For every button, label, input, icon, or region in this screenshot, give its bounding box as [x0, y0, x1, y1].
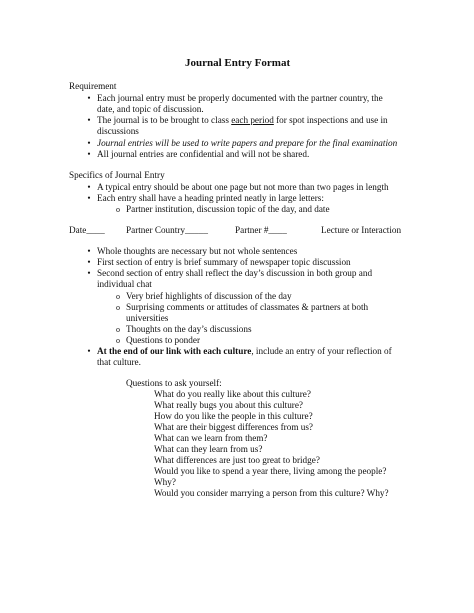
bullet-icon: •: [87, 138, 91, 148]
requirement-item-1-line-2: date, and topic of discussion.: [97, 104, 204, 114]
questions-heading: Questions to ask yourself:: [126, 378, 222, 388]
specifics-item-2: Each entry shall have a heading printed neatly in large letters:: [97, 193, 324, 203]
question-item: What really bugs you about this culture?: [154, 400, 304, 410]
guideline-subitem-1: Very brief highlights of discussion of the day: [126, 291, 292, 301]
guideline-item-4-line-1: [97, 346, 392, 357]
question-item: How do you like the people in this culture?: [154, 411, 313, 421]
specifics-item-1: A typical entry should be about one page but not more than two pages in length: [97, 182, 389, 192]
question-item: What are their biggest differences from us?: [154, 422, 314, 432]
text-run: , include an entry of your reflection of: [251, 346, 392, 356]
sub-bullet-icon: o: [116, 336, 120, 345]
underlined-text: each period: [231, 115, 274, 125]
requirement-item-1-line-1: Each journal entry must be properly documented with the partner country, the: [97, 93, 383, 103]
question-item: What can they learn from us?: [154, 444, 263, 454]
section-heading-specifics: Specifics of Journal Entry: [69, 170, 165, 180]
guideline-item-4-line-2: that culture.: [97, 357, 141, 367]
question-item: Would you consider marrying a person from this culture? Why?: [154, 488, 389, 498]
requirement-item-4: All journal entries are confidential and will not be shared.: [97, 149, 310, 159]
requirement-item-3: Journal entries will be used to write papers and prepare for the final examination: [97, 138, 398, 148]
guideline-subitem-2-line-1: Surprising comments or attitudes of classmates & partners at both: [126, 302, 369, 312]
section-heading-requirement: Requirement: [69, 81, 117, 91]
bullet-icon: •: [87, 246, 91, 256]
sub-bullet-icon: o: [116, 205, 120, 214]
bullet-icon: •: [87, 182, 91, 192]
heading-partner-country: Partner Country_____: [126, 225, 208, 235]
sub-bullet-icon: o: [116, 325, 120, 334]
guideline-item-3-line-2: individual chat: [97, 279, 152, 289]
guideline-item-3-line-1: Second section of entry shall reflect the day’s discussion in both group and: [97, 268, 373, 278]
sub-bullet-icon: o: [116, 292, 120, 301]
guideline-subitem-2-line-2: universities: [126, 313, 169, 323]
question-item: What can we learn from them?: [154, 433, 268, 443]
page-title: Journal Entry Format: [185, 57, 291, 69]
guideline-item-2: First section of entry is brief summary of newspaper topic discussion: [97, 257, 351, 267]
question-item: What do you really like about this culture?: [154, 389, 311, 399]
bullet-icon: •: [87, 346, 91, 356]
bullet-icon: •: [87, 268, 91, 278]
bold-text: At the end of our link with each culture: [97, 346, 252, 356]
heading-date: Date____: [69, 225, 105, 235]
question-item: Why?: [154, 477, 176, 487]
guideline-item-1: Whole thoughts are necessary but not whole sentences: [97, 246, 298, 256]
bullet-icon: •: [87, 93, 91, 103]
bullet-icon: •: [87, 193, 91, 203]
specifics-subitem: Partner institution, discussion topic of the day, and date: [126, 204, 330, 214]
heading-partner-number: Partner #____: [235, 225, 287, 235]
requirement-item-2-line-1: [97, 115, 388, 126]
question-item: Would you like to spend a year there, living among the people?: [154, 466, 387, 476]
bullet-icon: •: [87, 149, 91, 159]
bullet-icon: •: [87, 257, 91, 267]
text-run: for spot inspections and use in: [273, 115, 388, 125]
guideline-subitem-4: Questions to ponder: [126, 335, 201, 345]
text-run: The journal is to be brought to class: [97, 115, 232, 125]
requirement-item-2-line-2: discussions: [97, 126, 139, 136]
heading-lecture-interaction: Lecture or Interaction: [321, 225, 402, 235]
sub-bullet-icon: o: [116, 303, 120, 312]
bullet-icon: •: [87, 115, 91, 125]
question-item: What differences are just too great to bridge?: [154, 455, 320, 465]
guideline-subitem-3: Thoughts on the day’s discussions: [126, 324, 252, 334]
